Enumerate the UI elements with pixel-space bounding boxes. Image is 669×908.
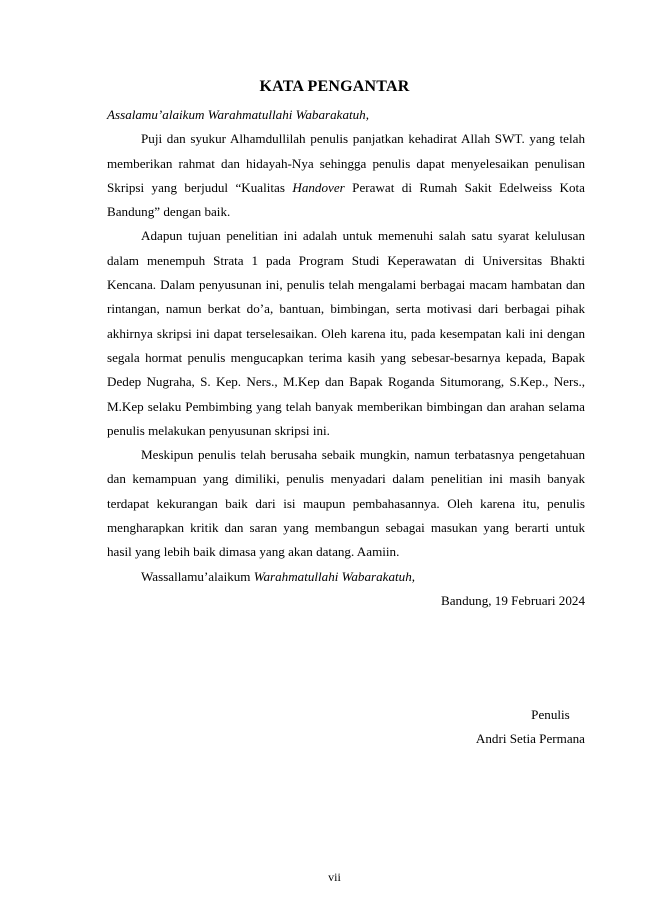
page-title: KATA PENGANTAR (259, 78, 410, 95)
page-number: vii (328, 870, 341, 884)
paragraph-1-part-b: Perawat di Rumah Sakit Edelweiss Kota Bandung” dengan baik. (107, 179, 585, 220)
paragraph-1-part-a: Puji dan syukur Alhamdullilah penulis panjatkan kehadirat Allah SWT. yang telah memberikan rahmat dan hidayah-Nya sehingga penulis dapat menyelesaikan penulisan Skripsi yang berjudul “Kualitas (107, 131, 585, 195)
paragraph-3: Meskipun penulis telah berusaha sebaik mungkin, namun terbatasnya pengetahuan dan kemampuan yang dimiliki, penulis menyadari dalam penelitian ini masih banyak terdapat kekurangan baik dari isi maupun pembahasannya. Oleh karena itu, penulis mengharapkan kritik dan saran yang membangun sebagai masukan yang berarti untuk hasil yang lebih baik dimasa yang akan datang. Aamiin. (107, 447, 585, 560)
paragraph-1-emphasis: Handover (292, 179, 345, 195)
closing-salutation (107, 565, 585, 589)
document-body (107, 103, 585, 613)
place-date: Bandung, 19 Februari 2024 (440, 592, 585, 608)
greeting: Assalamu’alaikum Warahmatullahi Wabarakatuh, (107, 107, 370, 122)
signature-block (476, 703, 585, 752)
closing-plain: Wassallamu’alaikum (141, 568, 254, 584)
paragraph-1 (107, 127, 585, 224)
paragraph-2: Adapun tujuan penelitian ini adalah untuk memenuhi salah satu syarat kelulusan dalam menempuh Strata 1 pada Program Studi Keperawatan di Universitas Bhakti Kencana. Dalam penyusunan ini, penulis telah mengalami berbagai macam hambatan dan rintangan, namun berkat do’a, bantuan, bimbingan, serta motivasi dari berbagai pihak akhirnya skripsi ini dapat terselesaikan. Oleh karena itu, pada kesempatan kali ini dengan segala hormat penulis mengucapkan terima kasih yang sebesar-besarnya kepada, Bapak Dedep Nugraha, S. Kep. Ners., M.Kep dan Bapak Roganda Situmorang, S.Kep., Ners., M.Kep selaku Pembimbing yang telah banyak memberikan bimbingan dan arahan selama penulis melakukan penyusunan skripsi ini. (107, 228, 585, 438)
closing-italic: Warahmatullahi Wabarakatuh, (253, 568, 416, 584)
signature-role: Penulis (531, 707, 570, 722)
signature-name: Andri Setia Permana (475, 731, 585, 747)
